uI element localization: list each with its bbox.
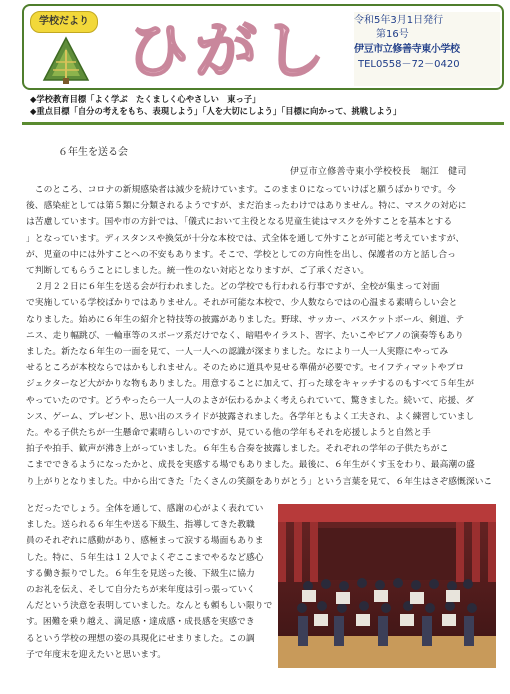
- article-line: 後、感染症としては第５類に分類されるようですが、まだ治まったわけではありません。特に、マスクの対応に: [26, 201, 467, 212]
- article-line: のお礼を伝え、そして自分たちが来年度は引っ張っていく: [26, 585, 256, 596]
- article-body-continued: [26, 501, 272, 663]
- article-line: り上がりとなりました。中から出てきた「たくさんの笑顔をありがとう」という言葉を見て、６年生はさぞ感慨深いこ: [26, 476, 493, 487]
- issue-number: 第16号: [376, 29, 409, 40]
- article-line: このところ、コロナの新規感染者は減少を続けています。このまま０になっていけばと願うばかりです。今: [26, 185, 456, 195]
- article-line: 員のそれぞれに感動があり、感極まって涙する場面もありま: [26, 536, 264, 547]
- article-line: 子で年度末を迎えたいと思います。: [26, 649, 167, 660]
- priority-goals: ◆重点目標「自分の考えをもち、表現しよう」「人を大切にしよう」「目標に向かって、挑戦しよう」: [30, 106, 402, 116]
- article-line: んだという決意を表明していました。なんとも頼もしい限りで: [26, 601, 273, 612]
- farewell-party-photo: [278, 504, 496, 668]
- school-newsletter-label: 学校だより: [30, 11, 98, 33]
- article-line: す。困難を乗り越え、満足感・達成感・成長感を実感でき: [26, 617, 255, 628]
- article-line: ンス、ゲーム、プレゼント、思い出のスライドが披露されました。各学年ともよく工夫され、よく練習していまし: [26, 411, 475, 422]
- school-goals: [30, 93, 500, 117]
- article-line: て判断してもらうことにしました。統一性のない対応となりますが、ご了承ください。: [26, 266, 370, 277]
- article-line: ニス、走り幅跳び、一輪車等のスポーツ系だけでなく、暗唱やイラスト、習字、たいこやピアノの演奏等もあり: [26, 330, 464, 341]
- article-line: した。特に、５年生は１２人でよくぞここまでやるなど感心: [26, 552, 264, 563]
- article-line: ました。送られる６年生や送る下級生、指導してきた教職: [26, 520, 255, 531]
- article-line: は苦慮しています。国や市の方針では、「儀式において主役となる児童生徒はマスクを外すことを基本とする: [26, 217, 453, 228]
- article-line: た。やる子供たちが一生懸命で素晴らしいのですが、見ている他の学年もそれを応援しようと自然と手: [26, 428, 431, 439]
- article-line: する働き振りでした。６年生を見送った後、下級生に協力: [26, 568, 255, 579]
- school-emblem-icon: [38, 36, 94, 86]
- article-line: せるところが本校ならではかもしれません。そのために道具や見せる準備が必要です。セイフティマットやプロ: [26, 363, 465, 374]
- article-line: ２月２２日に６年生を送る会が行われました。どの学校でも行われる行事ですが、全校が集まって対面: [26, 282, 440, 293]
- issue-date: 令和5年3月1日発行: [354, 15, 444, 26]
- newsletter-title: [110, 10, 348, 84]
- article-line: 」となっています。ディスタンスや換気が十分な本校では、式全体を通して外すことが可能と考えていますが、: [26, 233, 465, 244]
- article-line: るという学校の理想の姿の具現化にせまりました。この調: [26, 633, 255, 644]
- article-body: [26, 182, 492, 490]
- article-line: 拍子や拍手、歓声が沸き上がっていました。６年生も合奏を披露しました。それぞれの学年の子供たちがこ: [26, 444, 449, 455]
- telephone-number: TEL0558－72－0420: [358, 59, 460, 70]
- article-line: で実施している学校ばかりではありません。それが可能な本校で、少人数ならではの心温まる素晴らしい会と: [26, 298, 458, 309]
- article-line: やっていたのです。どうやったら一人一人のよさが伝わるかよく考えられていて、驚きました。続いて、応援、ダ: [26, 395, 474, 406]
- article-line: こまでできるようになったかと、成長を実感する場でもありました。最後に、６年生がくす玉をわり、最高潮の盛: [26, 460, 475, 471]
- newsletter-title-text: ひがし: [126, 14, 332, 84]
- article-line: ました。新たな６年生の一面を見て、一人一人への認識が深まりました。なにより一人一人実際にやってみ: [26, 347, 449, 358]
- article-line: が、児童の中には外すことへの不安もあります。そこで、学校としての方向性を出し、保護者の方と話し合っ: [26, 249, 456, 260]
- article-author: 伊豆市立修善寺東小学校校長 堀江 健司: [290, 167, 467, 177]
- article-line: とだったでしょう。全体を通して、感謝の心がよく表れてい: [26, 504, 264, 514]
- header-divider: [22, 122, 504, 125]
- article-title: ６年生を送る会: [58, 147, 128, 158]
- article-line: なりました。始めに６年生の紹介と特技等の披露がありました。野球、サッカー、バスケットボール、剣道、テ: [26, 314, 465, 325]
- article-line: ジェクターなど大がかりな物もありました。用意することに加えて、打った球をキャッチするのもすべて５年生が: [26, 379, 475, 390]
- issue-info-box: [354, 12, 500, 86]
- education-goal: ◆学校教育目標「よく学ぶ たくましく心やさしい 東っ子」: [30, 94, 261, 104]
- school-name: 伊豆市立修善寺東小学校: [354, 44, 460, 55]
